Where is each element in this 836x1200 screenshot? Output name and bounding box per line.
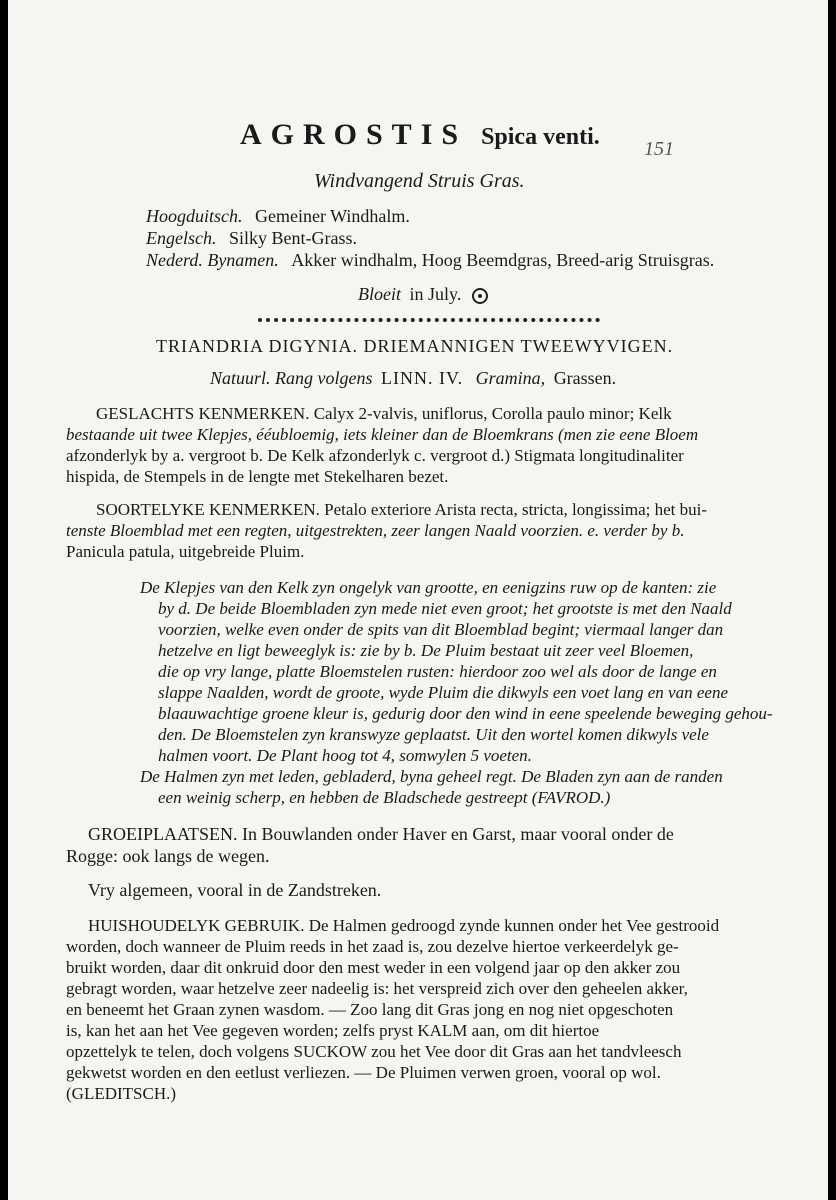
text-line: Panicula patula, uitgebreide Pluim. xyxy=(66,542,305,561)
text-line: een weinig scherp, en hebben de Bladschede gestreept (FAVROD.) xyxy=(158,788,611,807)
gramina-label: Gramina, xyxy=(475,368,546,388)
dutch-synonyms-label: Nederd. Bynamen. xyxy=(146,250,279,270)
dutch-common-name: Windvangend Struis Gras. xyxy=(314,170,525,192)
text-line: GROEIPLAATSEN. In Bouwlanden onder Haver en Garst, maar vooral onder de xyxy=(88,824,674,844)
text-line: halmen voort. De Plant hoog tot 4, somwylen 5 voeten. xyxy=(158,746,532,765)
text-line: De Klepjes van den Kelk zyn ongelyk van grootte, en eenigzins ruw op de kanten: zie xyxy=(140,578,717,597)
german-label: Hoogduitsch. xyxy=(146,206,243,226)
page-number: 151 xyxy=(644,138,674,160)
text-line: by d. De beide Bloembladen zyn mede niet even groot; het grootste is met den Naald xyxy=(158,599,732,618)
bloom-value: in July. xyxy=(409,284,462,304)
page-title xyxy=(240,118,600,152)
text-line: SOORTELYKE KENMERKEN. Petalo exteriore Arista recta, stricta, longissima; het bui- xyxy=(96,500,708,519)
text-line: HUISHOUDELYK GEBRUIK. De Halmen gedroogd zynde kunnen onder het Vee gestrooid xyxy=(88,916,720,935)
linnaeus-ref: LINN. IV. xyxy=(381,368,464,388)
text-line: tenste Bloemblad met een regten, uitgestrekten, zeer langen Naald voorzien. e. verder by b. xyxy=(66,521,685,540)
text-line: worden, doch wanneer de Pluim reeds in het zaad is, zou dezelve hiertoe verkeerdelyk ge- xyxy=(66,937,679,956)
bloom-label: Bloeit xyxy=(358,284,401,304)
text-line: blaauwachtige groene kleur is, gedurig door den wind in eene speelende beweging gehou- xyxy=(158,704,773,723)
natural-rank-line xyxy=(210,368,616,389)
ornamental-divider xyxy=(258,318,600,322)
text-line: opzettelyk te telen, doch volgens SUCKOW zou het Vee door dit Gras aan het tandvleesch xyxy=(66,1042,682,1061)
bloom-row xyxy=(358,284,488,305)
text-line: Rogge: ook langs de wegen. xyxy=(66,846,270,866)
text-line: afzonderlyk by a. vergroot b. De Kelk afzonderlyk c. vergroot d.) Stigmata longitudinaliter xyxy=(66,446,684,465)
text-line: den. De Bloemstelen zyn kranswyze geplaatst. Uit den wortel komen dikwyls vele xyxy=(158,725,709,744)
text-line: hetzelve en ligt beweeglyk is: zie by b. De Pluim bestaat uit zeer veel Bloemen, xyxy=(158,641,694,660)
german-name-row xyxy=(146,206,410,227)
text-line: GESLACHTS KENMERKEN. Calyx 2-valvis, uniflorus, Corolla paulo minor; Kelk xyxy=(96,404,672,423)
text-line: De Halmen zyn met leden, gebladerd, byna geheel regt. De Bladen zyn aan de randen xyxy=(140,767,723,786)
text-line: hispida, de Stempels in de lengte met Stekelharen bezet. xyxy=(66,467,449,486)
natural-rank-label: Natuurl. Rang volgens xyxy=(210,368,373,388)
dutch-synonyms-value: Akker windhalm, Hoog Beemdgras, Breed-arig Struisgras. xyxy=(291,250,715,270)
text-line: is, kan het aan het Vee gegeven worden; zelfs pryst KALM aan, om dit hiertoe xyxy=(66,1021,600,1040)
text-line: en beneemt het Graan zynen wasdom. — Zoo lang dit Gras jong en nog niet opgeschoten xyxy=(66,1000,674,1019)
text-line: bruikt worden, daar dit onkruid door den mest weder in een volgend jaar op den akker zou xyxy=(66,958,681,977)
german-value: Gemeiner Windhalm. xyxy=(255,206,410,226)
text-line: (GLEDITSCH.) xyxy=(66,1084,177,1103)
dutch-synonyms-row xyxy=(146,250,714,271)
grassen-label: Grassen. xyxy=(553,368,617,388)
english-name-row xyxy=(146,228,357,249)
species-name: Spica venti. xyxy=(481,124,600,150)
text-line: die op vry lange, platte Bloemstelen rusten: hierdoor zoo wel als door de lange en xyxy=(158,662,717,681)
classification-line: TRIANDRIA DIGYNIA. DRIEMANNIGEN TWEEWYVIGEN. xyxy=(156,336,674,356)
document-page xyxy=(8,0,828,1200)
genus-name: AGROSTIS xyxy=(240,118,468,151)
text-line: slappe Naalden, wordt de groote, wyde Pluim die dikwyls een voet lang en van eene xyxy=(158,683,728,702)
text-line: gebragt worden, waar hetzelve zeer nadeelig is: het verspreid zich over den geheelen akker, xyxy=(66,979,688,998)
english-value: Silky Bent-Grass. xyxy=(228,228,357,248)
text-line: Vry algemeen, vooral in de Zandstreken. xyxy=(88,880,382,900)
english-label: Engelsch. xyxy=(146,228,217,248)
text-line: gekwetst worden en den eetlust verliezen. — De Pluimen verwen groen, vooral op wol. xyxy=(66,1063,661,1082)
sun-symbol-icon xyxy=(472,288,488,304)
text-line: voorzien, welke even onder de spits van dit Bloemblad begint; viermaal langer dan xyxy=(158,620,724,639)
text-line: bestaande uit twee Klepjes, ééubloemig, iets kleiner dan de Bloemkrans (men zie eene Bloem xyxy=(66,425,699,444)
